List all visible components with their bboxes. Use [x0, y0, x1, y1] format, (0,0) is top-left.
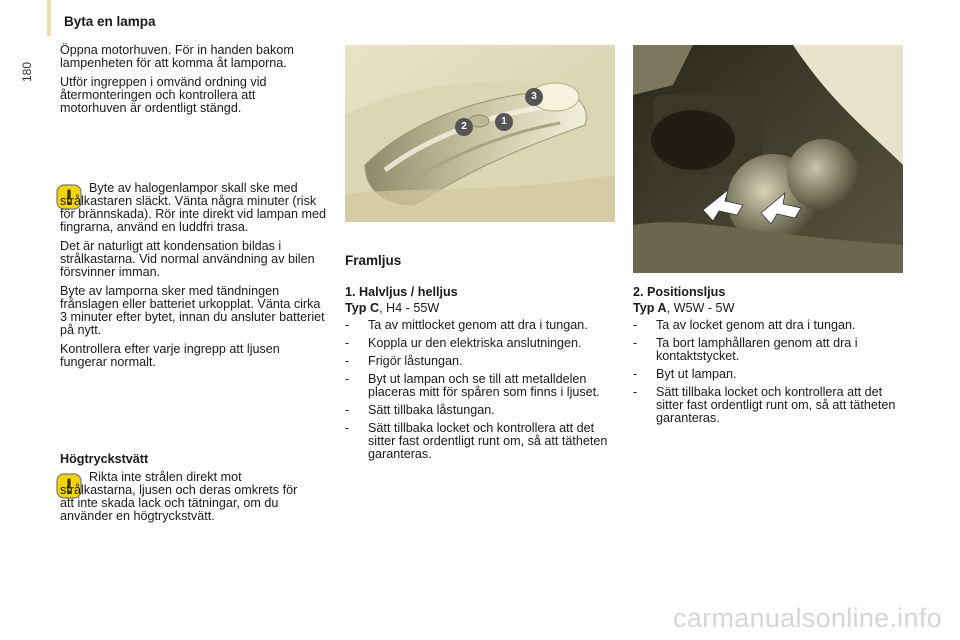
list-item: - Byt ut lampan. — [633, 367, 737, 381]
callout-3: 3 — [525, 88, 543, 106]
type-value: , W5W - 5W — [666, 301, 735, 315]
low-high-steps — [345, 319, 617, 466]
warning-paragraph: Det är naturligt att kondensation bildas i strålkastarna. Vid normal användning av bilen försvinner imman. — [60, 239, 315, 279]
position-type — [633, 302, 734, 315]
engine-bay-photo — [633, 45, 903, 273]
page-number: 180 — [20, 61, 34, 82]
section-title-front: Framljus — [345, 253, 402, 268]
intro-paragraph: Öppna motorhuven. För in handen bakom lampenheten för att komma åt lamporna. — [60, 43, 294, 70]
list-item: - Ta av locket genom att dra i tungan. — [633, 318, 856, 332]
low-high-title: 1. Halvljus / helljus — [345, 285, 458, 299]
pressure-wash-title: Högtryckstvätt — [60, 452, 149, 466]
low-high-type — [345, 302, 439, 315]
page-title: Byta en lampa — [64, 14, 156, 29]
callout-1: 1 — [495, 113, 513, 131]
warning-lead: Byte av halogenlampor skall ske med strålkastaren släckt. Vänta några minuter (risk för brännskada). Rör inte direkt vid lampan med fingrarna, använd en luddfri trasa. — [60, 181, 326, 234]
warning-paragraph: Byte av lamporna sker med tändningen frånslagen eller batteriet urkopplat. Vänta cirka 3 minuter efter bytet, innan du ansluter batteriet på nytt. — [60, 284, 325, 337]
type-label: Typ A — [633, 301, 667, 315]
list-item: - Byt ut lampan och se till att metalldelen placeras mitt för spåren som finns i ljuset. — [345, 372, 600, 399]
list-item: - Frigör låstungan. — [345, 354, 463, 368]
position-steps — [633, 319, 911, 430]
pressure-wash-text: Rikta inte strålen direkt mot strålkastarna, ljusen och deras omkrets för att inte skada lack och tätningar, om du använder en högtryckstvätt. — [60, 470, 298, 523]
list-item: - Sätt tillbaka låstungan. — [345, 403, 495, 417]
list-item: - Ta av mittlocket genom att dra i tungan. — [345, 318, 588, 332]
list-item: - Sätt tillbaka locket och kontrollera att det sitter fast ordentligt runt om, så att tätheten garanteras. — [345, 421, 608, 461]
pressure-wash-warning — [60, 471, 300, 529]
list-item: - Sätt tillbaka locket och kontrollera att det sitter fast ordentligt runt om, så att tätheten garanteras. — [633, 385, 896, 425]
intro-paragraph: Utför ingreppen i omvänd ordning vid återmonteringen och kontrollera att motorhuven är ordentligt stängd. — [60, 75, 267, 115]
watermark: carmanualsonline.info — [673, 603, 942, 633]
warning-halogen — [60, 182, 328, 375]
warning-paragraph: Kontrollera efter varje ingrepp att ljusen fungerar normalt. — [60, 342, 280, 369]
position-title: 2. Positionsljus — [633, 285, 726, 299]
list-item: - Ta bort lamphållaren genom att dra i kontaktstycket. — [633, 336, 858, 363]
callout-2: 2 — [455, 118, 473, 136]
headlamp-illustration — [345, 45, 615, 222]
type-value: , H4 - 55W — [379, 301, 440, 315]
type-label: Typ C — [345, 301, 380, 315]
intro-text — [60, 44, 322, 121]
header-accent-bar — [47, 0, 51, 36]
list-item: - Koppla ur den elektriska anslutningen. — [345, 336, 582, 350]
